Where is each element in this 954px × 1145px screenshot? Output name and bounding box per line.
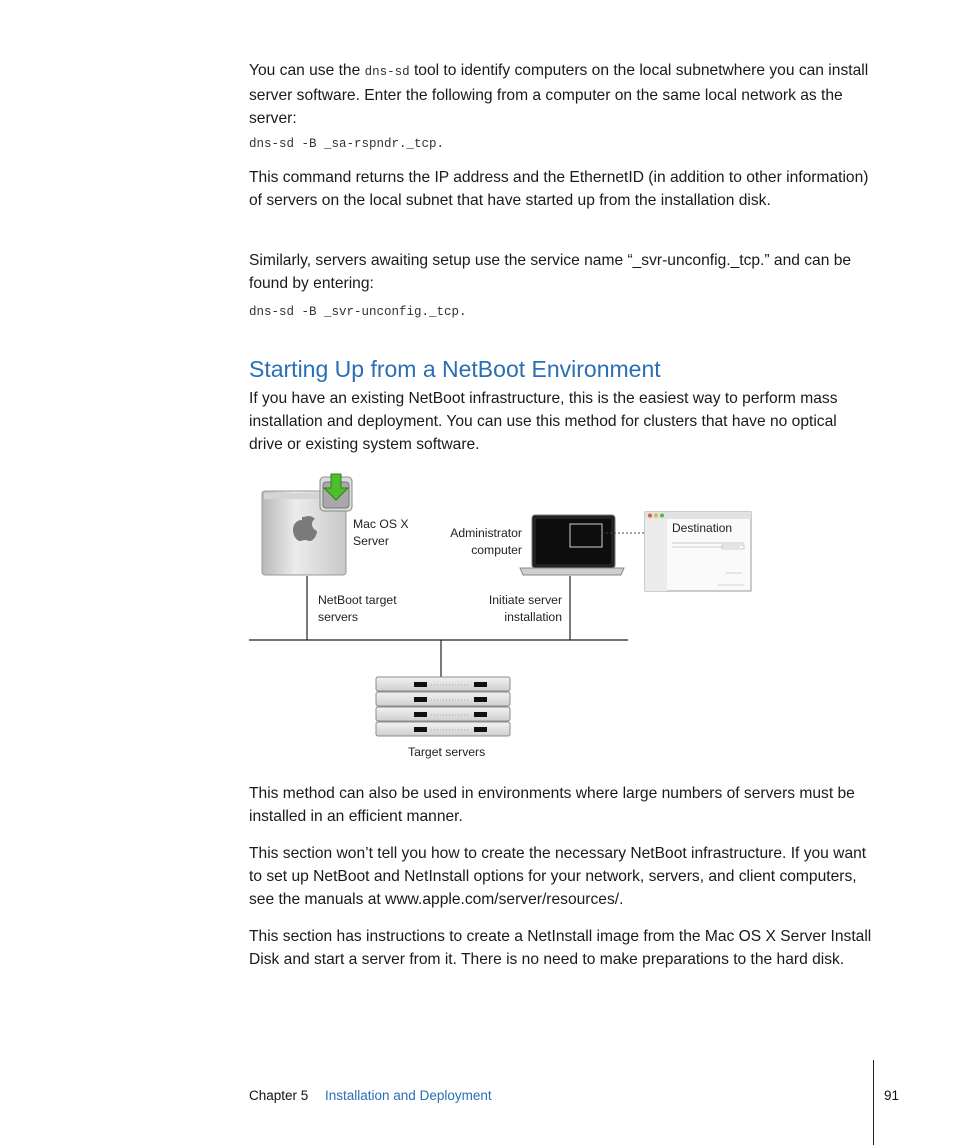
label-line: installation [504,610,562,624]
label-target-servers: Target servers [408,745,486,759]
label-line: Mac OS X [353,517,409,531]
label-netboot-target-servers [318,592,397,626]
paragraph-large-numbers: This method can also be used in environments where large numbers of servers must be installed in an efficient manner. [249,785,855,825]
label-mac-os-x-server [353,516,409,550]
footer-chapter-title: Installation and Deployment [325,1088,492,1103]
label-line: Server [353,534,389,548]
label-administrator-computer [440,525,522,559]
label-line: NetBoot target [318,593,397,607]
intro-text-after: tool to identify computers on the local subnetwhere you can install server software. Enter the following from a computer on the same local network as the server: [249,62,869,127]
page-number: 91 [884,1088,900,1103]
inline-code: dns-sd [364,65,410,79]
laptop-icon [520,515,624,575]
paragraph-command-returns: This command returns the IP address and the EthernetID (in addition to other information) of servers on the local subnet that have started up from the installation disk. [249,169,869,209]
target-servers-rack-icon [376,677,510,736]
code-block-2: dns-sd -B _svr-unconfig._tcp. [249,305,467,319]
rack-unit [376,722,510,736]
rack-unit [376,707,510,721]
label-initiate-server-installation [462,592,562,626]
section-intro-paragraph: If you have an existing NetBoot infrastructure, this is the easiest way to perform mass installation and deployment. You can use this method for clusters that have no optical drive or existing system software. [249,390,838,453]
label-line: Initiate server [488,593,562,607]
network-lines [249,576,628,677]
paragraph-similarly: Similarly, servers awaiting setup use the service name “_svr-unconfig._tcp.” and can be found by entering: [249,252,852,292]
label-line: computer [471,543,522,557]
rack-unit [376,677,510,691]
label-line: servers [318,610,358,624]
section-heading: Starting Up from a NetBoot Environment [249,356,661,382]
code-block-1: dns-sd -B _sa-rspndr._tcp. [249,137,445,151]
footer-chapter: Chapter 5 [249,1088,309,1103]
paragraph-netboot-infrastructure: This section won’t tell you how to create the necessary NetBoot infrastructure. If you want to set up NetBoot and NetInstall options for your network, servers, and client computers, see the manuals at www.apple.com/server/resources/. [249,845,867,908]
label-line: Administrator [450,526,522,540]
rack-unit [376,692,510,706]
paragraph-netinstall-image: This section has instructions to create a NetInstall image from the Mac OS X Server Install Disk and start a server from it. There is no need to make preparations to the hard disk. [249,928,872,968]
intro-text-before: You can use the [249,62,365,79]
footer-divider [873,1060,874,1145]
window-title-destination: Destination [672,521,733,535]
install-disk-download-icon [320,474,352,511]
